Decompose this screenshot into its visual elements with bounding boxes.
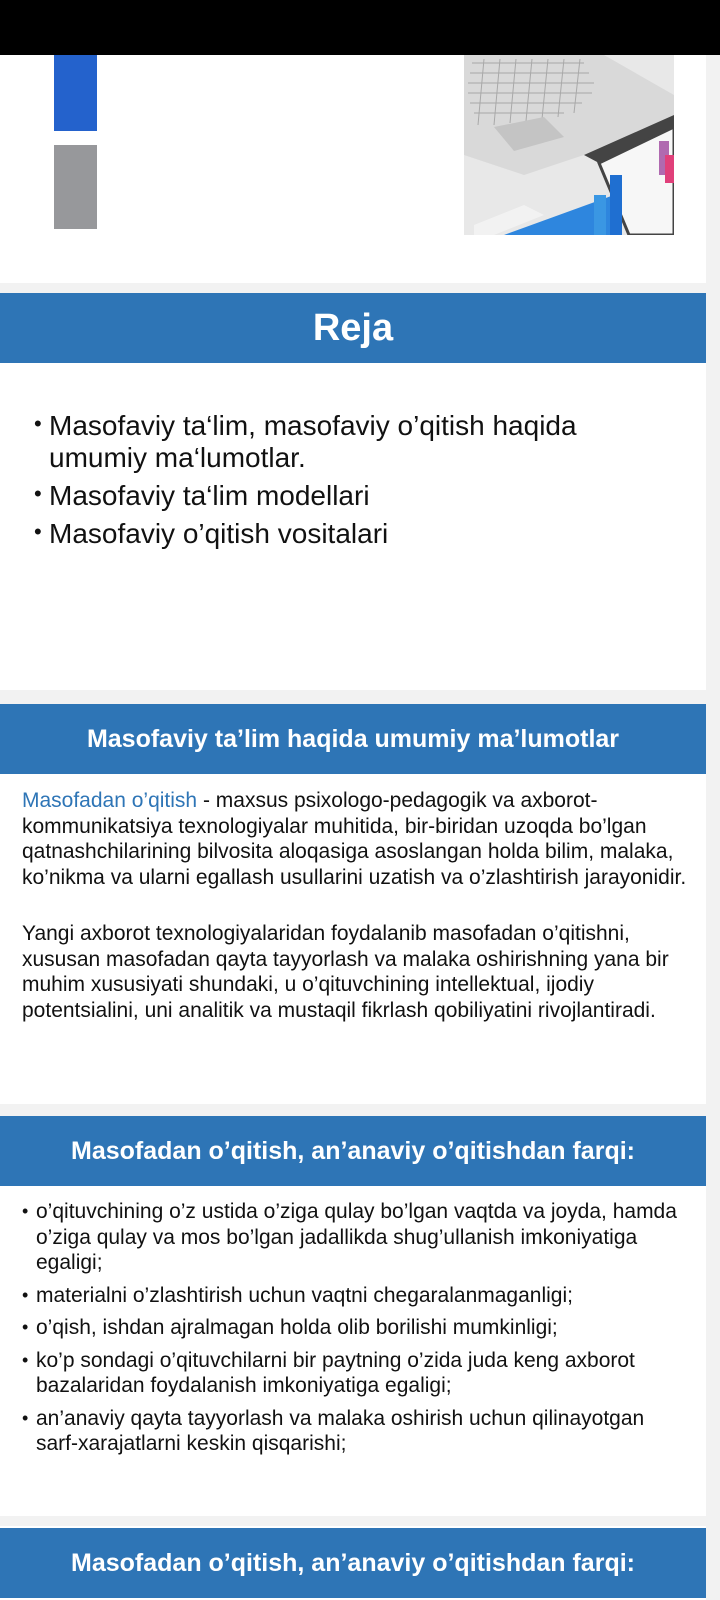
bullet-icon: • bbox=[22, 1201, 29, 1221]
laptop-illustration bbox=[464, 55, 674, 235]
list-item: • materialni o’zlashtirish uchun vaqtni chegaralanmaganligi; bbox=[22, 1283, 573, 1307]
list-item: • Masofaviy o’qitish vositalari bbox=[34, 518, 389, 549]
list-item: • Masofaviy ta‘lim modellari bbox=[34, 480, 370, 511]
slide-5[interactable] bbox=[0, 1526, 706, 1600]
slide-3-title: Masofaviy ta’lim haqida umumiy ma’lumotlar bbox=[86, 724, 620, 753]
list-item: • an’anaviy qayta tayyorlash va malaka oshirish uchun qilinayotgan sarf-xarajatlarni keskin qisqarishi; bbox=[22, 1406, 645, 1455]
decor-gray-bar bbox=[54, 145, 97, 229]
slide-1[interactable] bbox=[0, 55, 706, 283]
slide-5-title: Masofadan o’qitish, an’anaviy o’qitishdan farqi: bbox=[71, 1548, 635, 1577]
slide-2-title-banner bbox=[0, 293, 706, 363]
list-item: • o’qituvchining o’z ustida o’ziga qulay bo’lgan vaqtda va joyda, hamda o’ziga qulay va mos bo’lgan jadallikda shug’ullanish imkoniyatiga egaligi; bbox=[22, 1200, 677, 1274]
list-item: • o’qish, ishdan ajralmagan holda olib borilishi mumkinligi; bbox=[22, 1316, 558, 1339]
slide-4-title-banner bbox=[0, 1116, 706, 1186]
slide-2[interactable] bbox=[0, 293, 706, 690]
bullet-icon: • bbox=[34, 481, 42, 506]
slide-4-title: Masofadan o’qitish, an’anaviy o’qitishdan farqi: bbox=[71, 1136, 635, 1165]
slide-4[interactable] bbox=[0, 1116, 706, 1516]
body-paragraph: Yangi axborot texnologiyalaridan foydalanib masofadan o’qitishni, xususan masofadan qayta tayyorlash va malaka oshirishning yana bir muhim xususiyati shundaki, u o’qituvchining intellektual, ijodiy potentsialini, uni analitik va mustaqil fikrlash qobiliyatini rivojlantiradi. bbox=[22, 922, 669, 1022]
bullet-icon: • bbox=[34, 519, 42, 544]
term-highlight: Masofadan o’qitish bbox=[22, 789, 198, 812]
bullet-icon: • bbox=[34, 411, 42, 436]
difference-list bbox=[20, 1199, 690, 1464]
bullet-icon: • bbox=[22, 1349, 29, 1370]
list-item: • Masofaviy ta‘lim, masofaviy o’qitish haqida umumiy ma‘lumotlar. bbox=[34, 410, 577, 473]
status-bar bbox=[0, 0, 720, 55]
slide-2-title: Reja bbox=[312, 306, 394, 349]
list-item: • ko’p sondagi o’qituvchilarni bir paytning o’zida juda keng axborot bazalaridan foydalanish imkoniyatiga egaligi; bbox=[22, 1348, 635, 1397]
slide-5-title-banner bbox=[0, 1528, 706, 1598]
definition-text: - maxsus psixologo-pedagogik va axborot-kommunikatsiya texnologiyalar muhitida, bir-biridan uzoqda bo’lgan qatnashchilarining bilvosita aloqasiga asoslangan holda bilim, malaka, ko’nikma va ularni egallash usullarini uzatish va o’zlashtirish jarayonidir. bbox=[22, 789, 687, 889]
decor-blue-bar bbox=[54, 55, 97, 131]
slide-3[interactable] bbox=[0, 704, 706, 1104]
bullet-icon: • bbox=[22, 1284, 29, 1305]
definition-paragraph bbox=[22, 788, 692, 890]
bullet-icon: • bbox=[22, 1317, 29, 1337]
plan-list bbox=[30, 410, 680, 556]
bullet-icon: • bbox=[22, 1407, 29, 1428]
slide-3-title-banner bbox=[0, 704, 706, 774]
